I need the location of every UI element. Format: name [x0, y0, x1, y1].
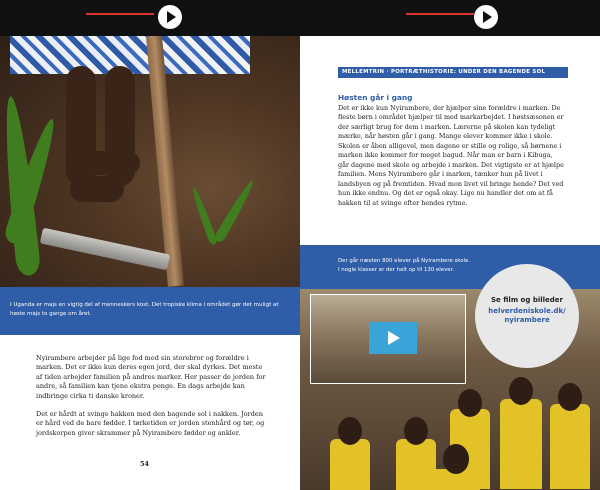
student-head — [458, 389, 482, 417]
student-head — [509, 377, 533, 405]
photo-caption-text: I Uganda er majs en vigtig del af menneskers kost. Det tropiske klima i området gør det muligt at høste majs to gange om året. — [10, 302, 279, 317]
page-number: 54 — [140, 460, 150, 468]
leaf — [190, 186, 218, 245]
section-label: MELLEMTRIN · PORTRÆTHISTORIE: UNDER DEN BAGENDE SOL — [338, 67, 568, 78]
leaf — [213, 178, 257, 244]
paragraph: Det er hårdt at svinge hakken med den bagende sol i nakken. Jorden er hård ved de bare fødder. I tørketiden er jorden stenhård og tør, og jordskorpen giver skrammer på Nyirambere fødder og ankler. — [36, 410, 265, 437]
video-bar-left — [0, 0, 300, 36]
website-link[interactable]: helverdeniskole.dk/ nyirambere — [488, 307, 566, 324]
play-button-right[interactable] — [474, 5, 498, 29]
paragraph: Nyirambere arbejder på lige fod med sin storebror og forældre i marken. Det er ikke kun deres egen jord, der skal dyrkes. Det meste af tiden arbejder familien på andres marker. Her passer de jorden for andre, så familien kan tjene ekstra penge. En dags arbejde kan indbringe cirka ti danske kroner. — [36, 354, 266, 400]
photo-caption — [0, 287, 300, 335]
play-button-left[interactable] — [158, 5, 182, 29]
subheading: Høsten går i gang — [338, 93, 413, 102]
student-head — [443, 444, 469, 474]
student-head — [558, 383, 582, 411]
left-body-text — [36, 354, 268, 447]
student — [550, 404, 590, 489]
band-line: I nogle klasser er der helt op til 130 elever. — [338, 266, 455, 273]
video-play-button[interactable] — [369, 322, 417, 354]
hoe-blade — [40, 228, 170, 271]
student-head — [338, 417, 362, 445]
video-bar-right — [300, 0, 600, 36]
right-page — [300, 36, 600, 490]
student — [330, 439, 370, 490]
left-page — [0, 36, 300, 490]
right-body-text: Det er ikke kun Nyirambere, der hjælper sine forældre i marken. De fleste børn i området hjælper til med markarbejdet. I høstsæsonen er der særligt brug for dem i marken. Lærerne på skolen kan tydeligt mærke, når høsten går i gang. Mange elever kommer ikke i skole. Skolen er åben alligevel, men dagene er stille og rolige, så børnene i marken ikke kommer for meget bagud. Når man er barn i Kibuga, går dagene med skole og arbejde i marken. Det vigtigste er at hjælpe familien. Mens Nyirambere går i marken, tænker hun på livet i landsbyen og på fremtiden. Hvad mon livet vil bringe hende? Det ved hun ikke endnu. Og det er også okay. Lige nu handler det om at få hakken til at svinge efter hendes rytme. — [338, 104, 564, 207]
progress-line-right — [406, 13, 474, 15]
dress-pattern — [10, 36, 250, 74]
film-link-circle[interactable] — [475, 264, 579, 368]
foot — [80, 151, 140, 175]
video-thumbnail[interactable] — [310, 294, 466, 384]
foot — [70, 176, 124, 202]
field-photo — [0, 36, 300, 287]
band-line: Der går næsten 800 elever på Nyirambere skole. — [338, 258, 471, 264]
student — [500, 399, 542, 489]
circle-title: Se film og billeder — [491, 296, 563, 304]
student-head — [404, 417, 428, 445]
progress-line-left — [86, 13, 154, 15]
